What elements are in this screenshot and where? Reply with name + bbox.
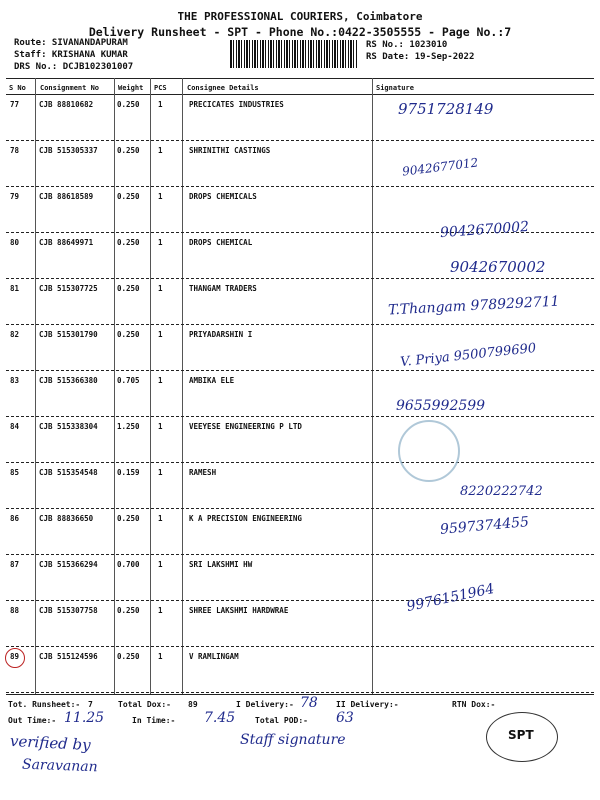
row-pcs: 1 [158,376,163,385]
spt-stamp-text: SPT [508,728,534,742]
table-header-rule [6,94,594,95]
handwritten-signature: 9597374455 [439,514,530,538]
row-sno: 89 [10,652,20,661]
row-consignment-no: CJB 88649971 [39,238,94,247]
row-consignment-no: CJB 515354548 [39,468,98,477]
row-consignee: SRI LAKSHMI HW [189,560,253,569]
handwritten-signature: 9042677012 [401,155,479,179]
row-weight: 0.159 [117,468,140,477]
handwritten-signature: 9976151964 [405,580,496,616]
total-pod-value: 63 [336,710,354,726]
row-consignee: K A PRECISION ENGINEERING [189,514,302,523]
handwritten-signature: V. Priya 9500799690 [399,340,537,371]
col-header-pcs: PCS [154,84,167,92]
row-weight: 0.250 [117,192,140,201]
out-time-label: Out Time:- [8,716,57,725]
handwritten-signature: 9655992599 [396,398,486,414]
col-divider [372,78,373,694]
row-pcs: 1 [158,560,163,569]
row-pcs: 1 [158,606,163,615]
i-delivery-label: I Delivery:- [236,700,294,709]
row-sno: 81 [10,284,20,293]
verifier-name: Saravanan [21,756,98,776]
tot-runsheet-value: 7 [88,700,93,709]
row-weight: 0.250 [117,146,140,155]
rtn-dox-label: RTN Dox:- [452,700,496,709]
row-separator [6,370,594,371]
row-weight: 0.705 [117,376,140,385]
row-pcs: 1 [158,652,163,661]
row-separator [6,508,594,509]
col-divider [114,78,115,694]
row-consignment-no: CJB 515305337 [39,146,98,155]
row-weight: 0.700 [117,560,140,569]
runsheet-title: Delivery Runsheet - SPT - Phone No.:0422-3505555 - Page No.:7 [88,25,512,39]
row-consignee: VEEYESE ENGINEERING P LTD [189,422,302,431]
row-sno: 77 [10,100,20,109]
tot-runsheet-label: Tot. Runsheet:- [8,700,81,709]
row-weight: 0.250 [117,606,140,615]
handwritten-signature: 9042670002 [439,218,530,242]
company-stamp [398,420,460,482]
row-weight: 0.250 [117,652,140,661]
i-delivery-value: 78 [300,695,318,711]
row-sno: 80 [10,238,20,247]
col-divider [182,78,183,694]
row-sno: 82 [10,330,20,339]
row-consignment-no: CJB 88810682 [39,100,94,109]
verified-note: verified by [9,731,92,755]
total-dox-value: 89 [188,700,198,709]
out-time-value: 11.25 [64,710,105,726]
row-separator [6,186,594,187]
row-weight: 0.250 [117,330,140,339]
row-pcs: 1 [158,422,163,431]
row-weight: 0.250 [117,238,140,247]
row-separator [6,278,594,279]
row-pcs: 1 [158,146,163,155]
row-separator [6,692,594,693]
handwritten-signature: 9042670002 [450,258,546,276]
row-consignment-no: CJB 515307758 [39,606,98,615]
row-weight: 1.250 [117,422,140,431]
staff-label: Staff: KRISHANA KUMAR [14,50,128,60]
row-consignee: SHREE LAKSHMI HARDWRAE [189,606,289,615]
rs-date: RS Date: 19-Sep-2022 [366,52,475,62]
col-divider [150,78,151,694]
red-circle-mark [5,648,25,668]
row-separator [6,416,594,417]
row-consignment-no: CJB 515307725 [39,284,98,293]
rs-number: RS No.: 1023010 [366,40,448,50]
in-time-value: 7.45 [204,710,236,726]
in-time-label: In Time:- [132,716,176,725]
total-pod-label: Total POD:- [255,716,308,725]
total-dox-label: Total Dox:- [118,700,171,709]
row-consignment-no: CJB 515338304 [39,422,98,431]
row-sno: 86 [10,514,20,523]
row-pcs: 1 [158,284,163,293]
row-separator [6,462,594,463]
row-pcs: 1 [158,238,163,247]
row-consignee: THANGAM TRADERS [189,284,257,293]
row-sno: 88 [10,606,20,615]
row-consignee: DROPS CHEMICALS [189,192,257,201]
row-separator [6,140,594,141]
route-label: Route: SIVANANDAPURAM [14,38,128,48]
col-divider [35,78,36,694]
col-header-signature: Signature [376,84,414,92]
row-sno: 87 [10,560,20,569]
row-consignee: DROPS CHEMICAL [189,238,253,247]
row-pcs: 1 [158,514,163,523]
row-sno: 78 [10,146,20,155]
row-weight: 0.250 [117,514,140,523]
row-separator [6,324,594,325]
row-pcs: 1 [158,192,163,201]
handwritten-signature: 9751728149 [398,100,494,118]
ii-delivery-label: II Delivery:- [336,700,399,709]
row-consignment-no: CJB 88836650 [39,514,94,523]
col-header-consignee: Consignee Details [187,84,259,92]
handwritten-signature: T.Thangam 9789292711 [387,293,560,319]
table-top-rule [6,78,594,79]
row-consignee: AMBIKA ELE [189,376,235,385]
row-pcs: 1 [158,468,163,477]
row-weight: 0.250 [117,100,140,109]
staff-signature-note: Staff signature [240,732,346,748]
row-separator [6,646,594,647]
row-consignment-no: CJB 515366380 [39,376,98,385]
row-sno: 85 [10,468,20,477]
row-separator [6,600,594,601]
row-consignee: RAMESH [189,468,217,477]
row-consignment-no: CJB 515366294 [39,560,98,569]
col-header-weight: Weight [118,84,144,92]
row-sno: 79 [10,192,20,201]
row-consignment-no: CJB 88618589 [39,192,94,201]
row-pcs: 1 [158,100,163,109]
row-consignment-no: CJB 515124596 [39,652,98,661]
col-header-sno: S No [9,84,26,92]
row-sno: 83 [10,376,20,385]
barcode [230,40,357,68]
row-consignee: PRIYADARSHIN I [189,330,253,339]
row-sno: 84 [10,422,20,431]
handwritten-signature: 8220222742 [460,484,543,499]
row-separator [6,554,594,555]
col-header-consignment: Consignment No [40,84,100,92]
row-consignee: SHRINITHI CASTINGS [189,146,271,155]
row-weight: 0.250 [117,284,140,293]
drs-number: DRS No.: DCJB102301007 [14,62,134,72]
row-pcs: 1 [158,330,163,339]
row-consignment-no: CJB 515301790 [39,330,98,339]
row-consignee: PRECICATES INDUSTRIES [189,100,284,109]
company-title: THE PROFESSIONAL COURIERS, Coimbatore [177,10,423,23]
row-consignee: V RAMLINGAM [189,652,239,661]
